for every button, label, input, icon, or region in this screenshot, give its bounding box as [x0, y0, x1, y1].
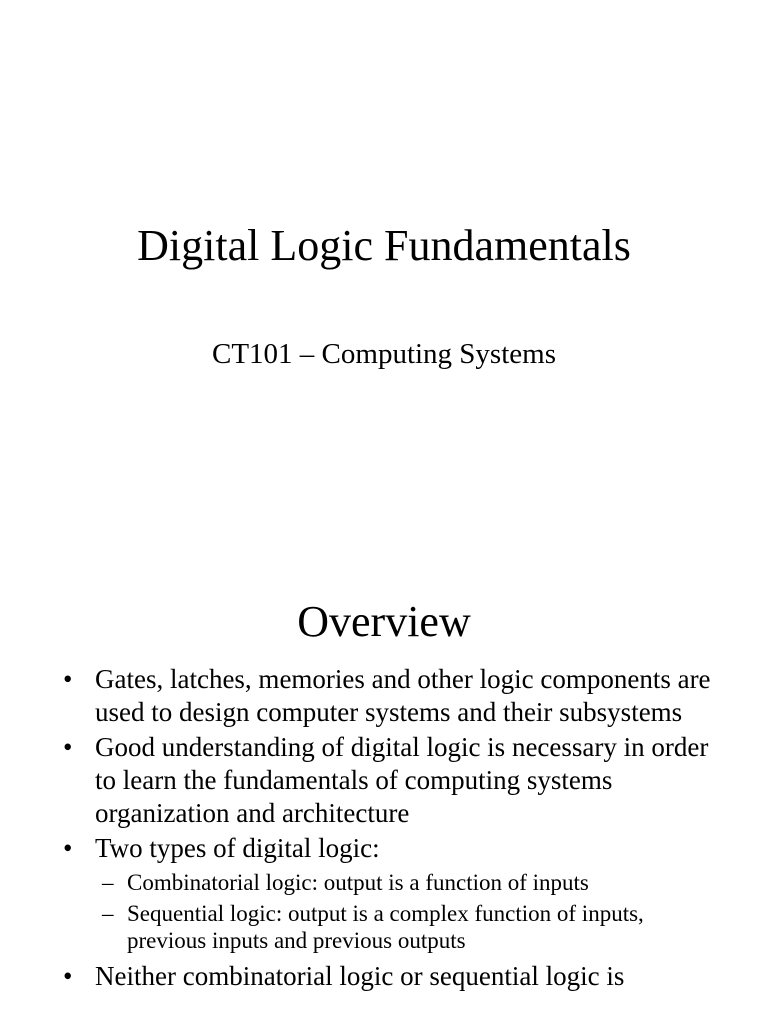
bullet-text: Two types of digital logic:: [95, 833, 380, 863]
slide-title: Digital Logic Fundamentals: [137, 221, 631, 270]
sub-bullet-item: [0, 869, 768, 896]
overview-slide: [0, 576, 768, 1024]
bullet-marker: •: [63, 961, 73, 991]
bullet-marker: •: [63, 833, 73, 863]
slide-subtitle: CT101 – Computing Systems: [211, 338, 556, 370]
sub-bullet-text: Sequential logic: output is a complex function of inputs, previous inputs and previous outputs: [127, 901, 644, 953]
bullet-item: [0, 832, 768, 865]
sub-bullet-marker: –: [102, 870, 114, 895]
bullet-text: Gates, latches, memories and other logic components are used to design computer systems and their subsystems: [95, 664, 711, 727]
bullet-item: [0, 960, 768, 993]
bullet-list: [0, 663, 768, 995]
bullet-item: [0, 731, 768, 830]
bullet-item: [0, 663, 768, 729]
bullet-marker: •: [63, 664, 73, 694]
bullet-text: Good understanding of digital logic is necessary in order to learn the fundamentals of computing systems organization and architecture: [95, 732, 709, 828]
sub-bullet-list: [0, 869, 768, 954]
sub-bullet-item: [0, 900, 768, 954]
bullet-text: Neither combinatorial logic or sequential logic is: [95, 961, 625, 991]
sub-bullet-marker: –: [102, 901, 114, 926]
overview-title: Overview: [297, 597, 471, 646]
bullet-marker: •: [63, 732, 73, 762]
sub-bullet-text: Combinatorial logic: output is a function of inputs: [127, 870, 589, 895]
